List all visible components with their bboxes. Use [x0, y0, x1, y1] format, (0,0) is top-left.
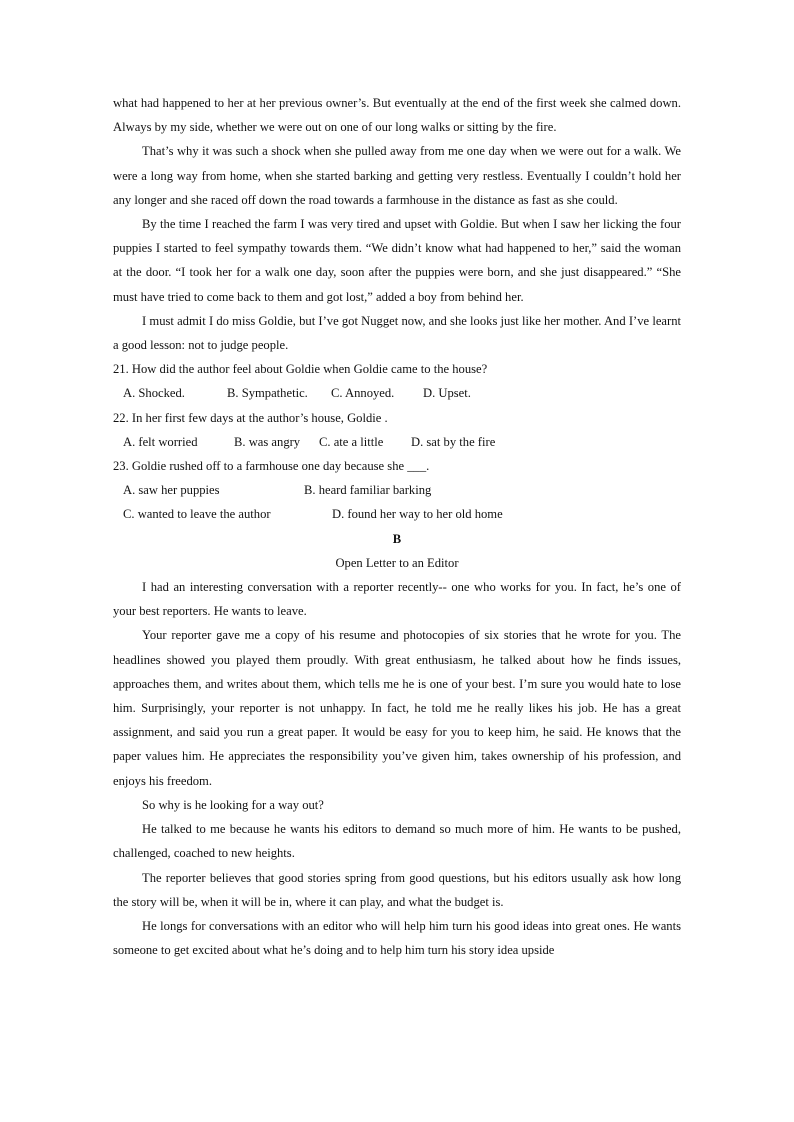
option-21-a: A. Shocked.	[123, 386, 185, 401]
passage-a-paragraph-4: I must admit I do miss Goldie, but I’ve got Nugget now, and she looks just like her mother. And I’ve learnt a good lesson: not to judge people.	[113, 313, 681, 353]
option-22-b: B. was angry	[234, 434, 301, 449]
question-22: 22. In her first few days at the author’s house, Goldie .	[113, 410, 388, 425]
option-21-d: D. Upset.	[423, 386, 471, 401]
option-22-d: D. sat by the fire	[411, 434, 496, 449]
passage-a-paragraph-2: That’s why it was such a shock when she pulled away from me one day when we were out for a walk. We were a long way from home, when she started barking and getting very restless. Eventually I couldn’t hold her any longer and she raced off down the road towards a farmhouse in the distance as fast as she could.	[113, 144, 681, 207]
option-21-b: B. Sympathetic.	[227, 386, 308, 401]
question-22-options	[113, 430, 681, 454]
passage-b-paragraph-1: I had an interesting conversation with a reporter recently-- one who works for you. In fact, he’s one of your best reporters. He wants to leave.	[113, 580, 681, 619]
option-22-c: C. ate a little	[319, 434, 384, 449]
option-23-d: D. found her way to her old home	[332, 507, 503, 522]
passage-b-paragraph-5: The reporter believes that good stories spring from good questions, but his editors usually ask how long the story will be, when it will be in, where it can play, and what the budget is.	[113, 870, 681, 909]
question-23-options-ab	[113, 478, 681, 502]
option-23-a: A. saw her puppies	[123, 483, 220, 498]
option-23-b: B. heard familiar barking	[304, 483, 432, 498]
question-23-options-cd	[113, 502, 681, 526]
option-21-c: C. Annoyed.	[331, 386, 395, 401]
question-21: 21. How did the author feel about Goldie when Goldie came to the house?	[113, 362, 488, 377]
passage-b-paragraph-3: So why is he looking for a way out?	[142, 797, 324, 812]
option-23-c: C. wanted to leave the author	[123, 507, 271, 522]
question-21-options	[113, 381, 681, 405]
passage-b-label: B	[392, 531, 402, 546]
passage-a-paragraph-3: By the time I reached the farm I was very tired and upset with Goldie. But when I saw her licking the four puppies I started to feel sympathy towards them. “We didn’t know what had happened to her,” said the woman at the door. “I took her for a walk one day, soon after the puppies were born, and she just disappeared.” “She must have tried to come back to them and got lost,” added a boy from behind her.	[113, 217, 681, 304]
passage-a-paragraph-1: what had happened to her at her previous owner’s. But eventually at the end of the first week she calmed down. Always by my side, whether we were out on one of our long walks or sitting by the fire.	[113, 96, 681, 135]
document-page	[113, 91, 681, 962]
passage-b-title: Open Letter to an Editor	[335, 555, 459, 570]
passage-b-paragraph-2: Your reporter gave me a copy of his resume and photocopies of six stories that he wrote for you. The headlines showed you played them proudly. With great enthusiasm, he talked about how he finds issues, approaches them, and writes about them, which tells me he is one of your best. I’m sure you would hate to lose him. Surprisingly, your reporter is not unhappy. In fact, he told me he really likes his job. He has a great assignment, and said you run a great paper. It would be easy for you to keep him, he said. He knows that the paper values him. He appreciates the responsibility you’ve given him, takes ownership of his profession, and enjoys his freedom.	[113, 628, 681, 788]
passage-b-paragraph-4: He talked to me because he wants his editors to demand so much more of him. He wants to be pushed, challenged, coached to new heights.	[113, 822, 681, 861]
option-22-a: A. felt worried	[123, 434, 198, 449]
question-23: 23. Goldie rushed off to a farmhouse one day because she ___.	[113, 459, 430, 474]
passage-b-paragraph-6: He longs for conversations with an editor who will help him turn his good ideas into great ones. He wants someone to get excited about what he’s doing and to help him turn his story idea upside	[113, 918, 681, 958]
